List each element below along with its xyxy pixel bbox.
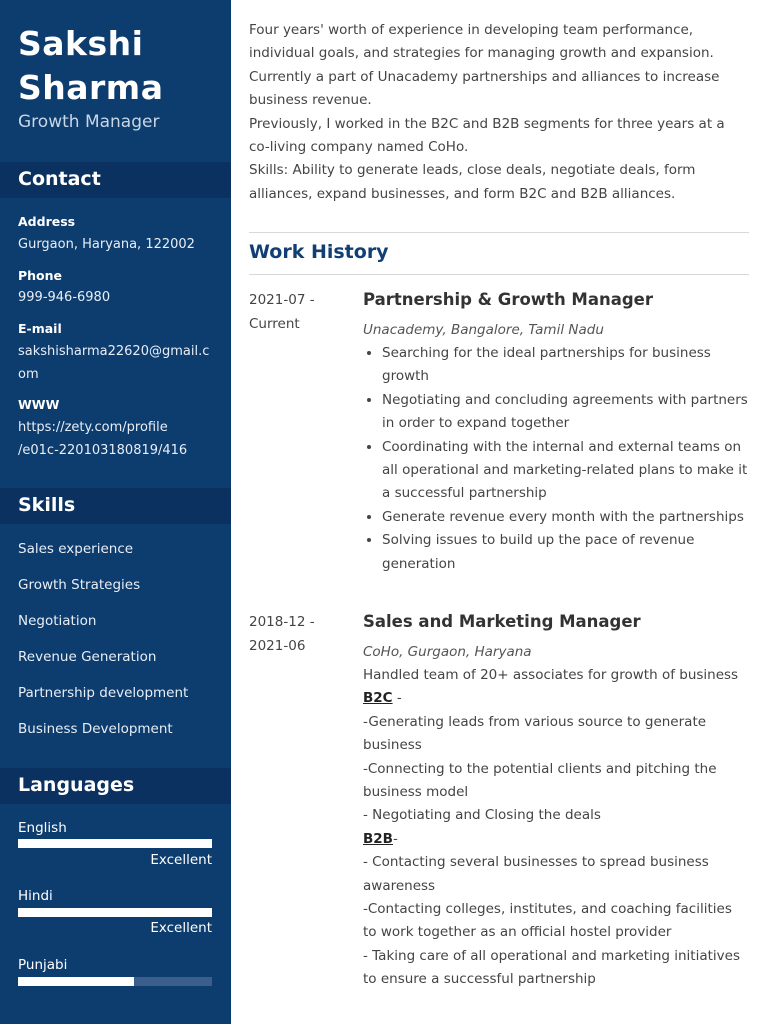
divider xyxy=(249,232,749,233)
phone-value: 999-946-6980 xyxy=(18,290,111,305)
language-proficiency-fill xyxy=(18,977,134,986)
language-name: English xyxy=(18,820,67,836)
language-level: Excellent xyxy=(150,920,212,936)
candidate-name: Sakshi Sharma xyxy=(18,24,164,107)
list-item: • Solving issues to build up the pace of revenue generation xyxy=(382,529,749,576)
job-title: Sales and Marketing Manager xyxy=(363,612,641,631)
skill-item: Partnership development xyxy=(18,685,189,701)
address-label: Address xyxy=(18,214,76,229)
professional-summary: Four years' worth of experience in developing team performance, individual goals, and strategies for managing growth and expansion. Currently a part of Unacademy partnerships and alliances to increase business revenue. Previously, I worked in the B2C and B2B segments for three years at a co-living company named CoHo. Skills: Ability to generate leads, close deals, negotiate deals, form alliances, expand businesses, and form B2C and B2B alliances. xyxy=(249,22,725,202)
address-value: Gurgaon, Haryana, 122002 xyxy=(18,237,195,252)
company-name: CoHo, Gurgaon, Haryana xyxy=(363,644,532,660)
job-entry xyxy=(363,611,749,992)
skill-item: Revenue Generation xyxy=(18,649,157,665)
skill-item: Sales experience xyxy=(18,541,134,557)
website-link[interactable]: https://zety.com/profile /e01c-220103180819/416 xyxy=(18,420,188,458)
email-link[interactable]: sakshisharma22620@gmail.c om xyxy=(18,344,210,382)
www-label: WWW xyxy=(18,397,60,412)
b2b-heading: B2B- xyxy=(363,830,398,847)
job-description: Handled team of 20+ associates for growth of business B2C - -Generating leads from various source to generate business -Connecting to the potential clients and pitching the business model - Negotiating and Closing the deals B2B- - Contacting several businesses to spread business awareness -Contacting colleges, institutes, and coaching facilities to work together as an official hostel provider - Taking care of all operational and marketing initiatives to ensure a successful partnership xyxy=(363,664,749,992)
language-name: Punjabi xyxy=(18,957,68,973)
language-level: Excellent xyxy=(150,852,212,868)
skill-item: Business Development xyxy=(18,721,173,737)
list-item: • Negotiating and concluding agreements with partners in order to expand together xyxy=(382,389,749,436)
phone-label: Phone xyxy=(18,268,63,283)
list-item: • Searching for the ideal partnerships for business growth xyxy=(382,342,749,389)
skill-item: Growth Strategies xyxy=(18,577,141,593)
language-proficiency-bar xyxy=(18,977,212,986)
language-proficiency-fill xyxy=(18,908,212,917)
job-dates: 2021-07 - Current xyxy=(249,292,315,332)
job-role: Growth Manager xyxy=(18,112,160,132)
job-dates: 2018-12 - 2021-06 xyxy=(249,614,315,654)
languages-heading: Languages xyxy=(0,768,231,804)
b2c-heading: B2C - xyxy=(363,690,402,707)
email-label: E-mail xyxy=(18,321,62,336)
job-title: Partnership & Growth Manager xyxy=(363,290,654,309)
language-name: Hindi xyxy=(18,888,53,904)
work-history-heading: Work History xyxy=(249,241,389,263)
language-proficiency-fill xyxy=(18,839,212,848)
language-proficiency-bar xyxy=(18,839,212,848)
job-responsibilities xyxy=(363,342,749,576)
divider xyxy=(249,274,749,275)
list-item: • Generate revenue every month with the partnerships xyxy=(382,506,749,529)
language-proficiency-bar xyxy=(18,908,212,917)
skills-heading: Skills xyxy=(0,488,231,524)
list-item: • Coordinating with the internal and external teams on all operational and marketing-related plans to make it a successful partnership xyxy=(382,436,749,506)
contact-heading: Contact xyxy=(0,162,231,198)
company-name: Unacademy, Bangalore, Tamil Nadu xyxy=(363,322,604,338)
skill-item: Negotiation xyxy=(18,613,97,629)
sidebar xyxy=(0,0,231,1024)
job-entry xyxy=(363,289,749,576)
